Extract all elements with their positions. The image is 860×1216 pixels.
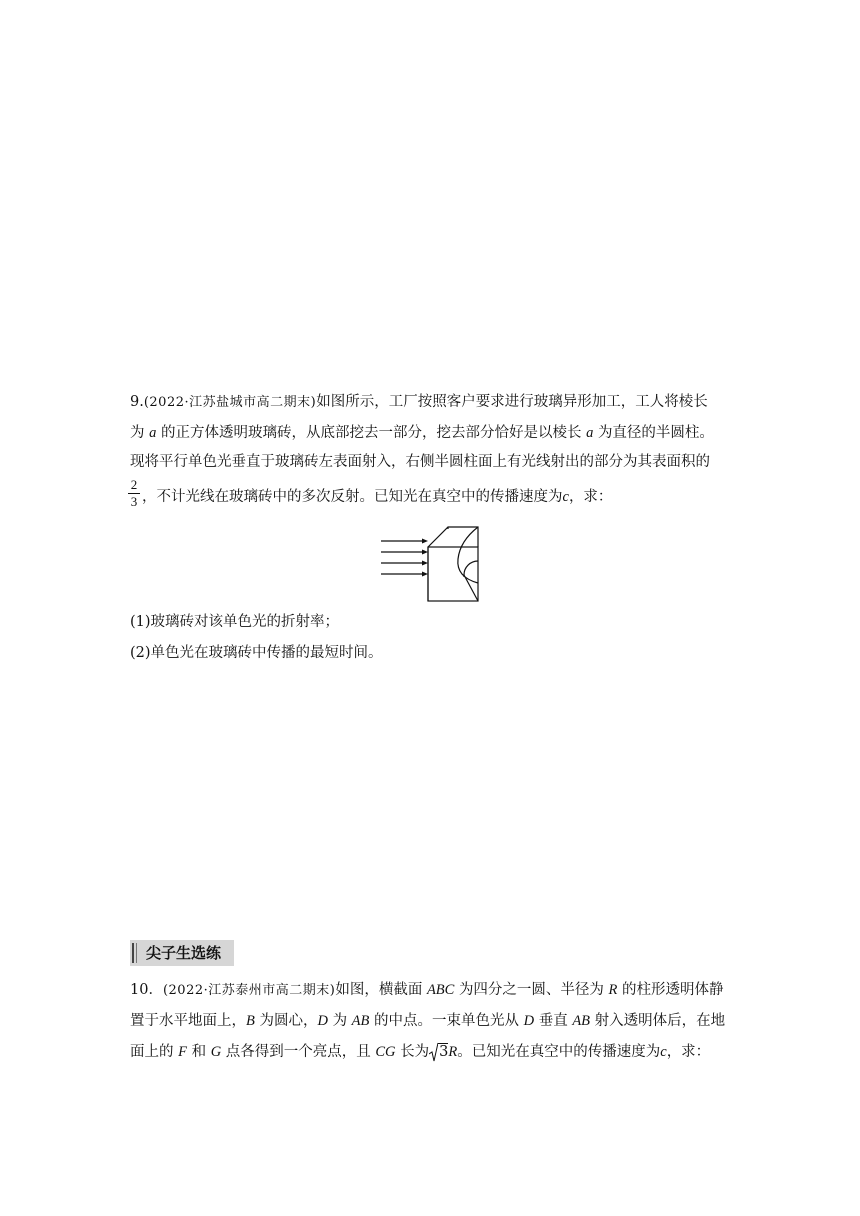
sqrt-3-R	[429, 1042, 448, 1062]
q9-text: 为直径的半圆柱。	[597, 425, 714, 441]
q10-number: 10．	[130, 982, 163, 998]
q10-text: 垂直	[538, 1013, 568, 1029]
var-D: D	[317, 1013, 328, 1029]
q10-text: 为	[332, 1013, 348, 1029]
q9-subquestion-2: (2)单色光在玻璃砖中传播的最短时间。	[130, 645, 383, 661]
q10-text: 为四分之一圆、半径为	[458, 982, 604, 998]
q10-text: 点各得到一个亮点，且	[225, 1044, 371, 1060]
var-G: G	[210, 1044, 222, 1060]
q10-line-1	[130, 980, 724, 1001]
var-R: R	[608, 982, 618, 998]
q10-text: 的柱形透明体静	[622, 982, 724, 998]
q9-text: ，求：	[568, 489, 613, 505]
q10-text: 的中点。一束单色光从	[374, 1013, 519, 1029]
glass-cube-figure	[378, 523, 484, 609]
fraction-two-thirds	[128, 478, 140, 509]
q9-text: 如图所示，工厂按照客户要求进行玻璃异形加工，工人将棱长	[316, 394, 708, 410]
q9-line-3	[130, 452, 710, 472]
var-AB: AB	[572, 1013, 591, 1029]
q10-text: 射入透明体后，在地	[594, 1013, 726, 1029]
var-ABC: ABC	[426, 982, 455, 998]
q9-text: 现将平行单色光垂直于玻璃砖左表面射入，右侧半圆柱面上有光线射出的部分为其表面积的	[130, 454, 710, 470]
q9-source: (2022·江苏盐城市高二期末)	[143, 395, 317, 410]
var-D: D	[523, 1013, 535, 1029]
q10-source: (2022·江苏泰州市高二期末)	[162, 983, 336, 998]
var-F: F	[178, 1044, 187, 1060]
var-R: R	[448, 1044, 458, 1060]
glass-cube-diagram	[378, 523, 484, 605]
var-a: a	[149, 425, 157, 441]
fraction-numerator: 2	[130, 477, 138, 492]
q9-line-1	[130, 392, 708, 413]
q10-line-2	[130, 1011, 725, 1031]
q9-text: 为	[130, 425, 145, 441]
q10-text: 为圆心，	[259, 1013, 318, 1029]
var-CG: CG	[375, 1044, 396, 1060]
var-c: c	[660, 1044, 667, 1060]
sqrt-argument: 3	[439, 1044, 449, 1060]
q9-line-2	[130, 423, 714, 443]
q10-text: 长为	[400, 1044, 430, 1060]
q9-text: 的正方体透明玻璃砖，从底部挖去一部分，挖去部分恰好是以棱长	[160, 425, 582, 441]
q10-text: 置于水平地面上，	[130, 1013, 246, 1029]
q10-text: 如图，横截面	[335, 982, 423, 998]
q9-line-4	[142, 487, 612, 507]
fraction-denominator: 3	[130, 494, 138, 509]
q10-text: 和	[191, 1044, 207, 1060]
q10-text: 面上的	[130, 1044, 174, 1060]
q9-number: 9.	[130, 394, 144, 410]
q10-text: ，求：	[666, 1044, 711, 1060]
section-banner	[130, 940, 234, 966]
var-c: c	[562, 489, 569, 505]
var-B: B	[246, 1013, 255, 1029]
var-AB: AB	[351, 1013, 370, 1029]
q9-text: ，不计光线在玻璃砖中的多次反射。已知光在真空中的传播速度为	[142, 489, 563, 505]
q10-line-3	[130, 1042, 710, 1062]
q10-text: 。已知光在真空中的传播速度为	[457, 1044, 661, 1060]
q9-subquestion-1: (1)玻璃砖对该单色光的折射率；	[130, 614, 340, 630]
section-banner-label: 尖子生选练	[146, 944, 222, 962]
var-a: a	[586, 425, 594, 441]
